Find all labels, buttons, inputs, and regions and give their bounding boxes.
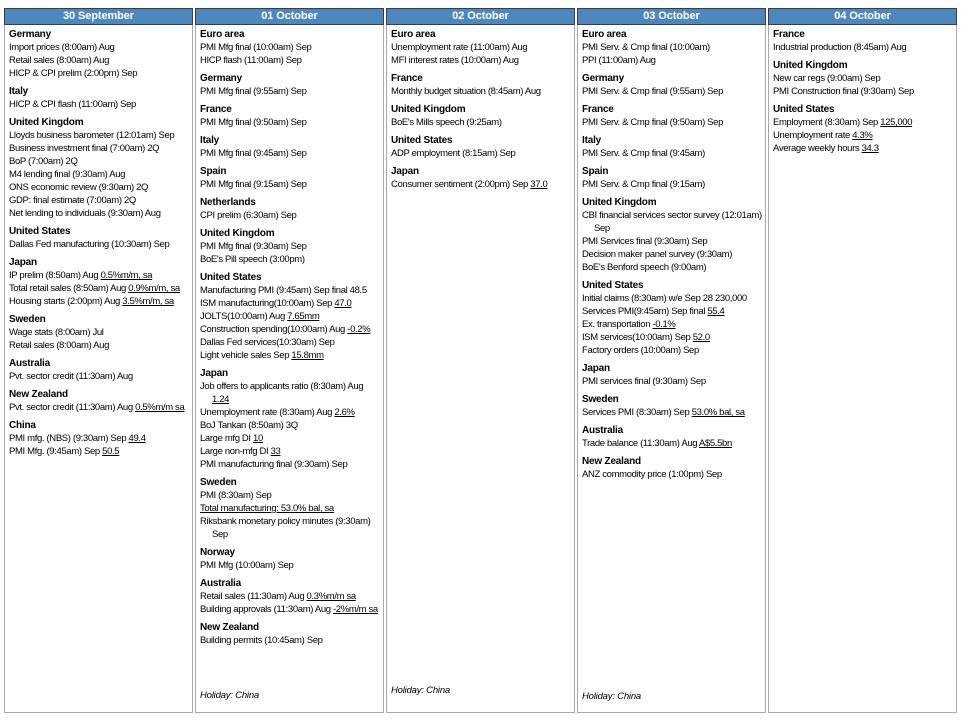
event-text: BoP (7:00am) 2Q [9, 156, 78, 167]
event-item [200, 116, 380, 129]
event-text: Monthly budget situation (8:45am) Aug [391, 86, 541, 97]
event-item [200, 297, 380, 310]
event-text: Large non-mfg DI [200, 446, 271, 457]
event-value: 3.5%m/m, sa [122, 296, 174, 307]
event-item [200, 515, 380, 541]
event-text: PMI Mfg final (9:30am) Sep [200, 241, 307, 252]
event-item [773, 41, 953, 54]
date-header: 01 October [195, 8, 384, 25]
country-section [582, 103, 762, 129]
event-text: Decision maker panel survey (9:30am) [582, 249, 733, 260]
event-item [582, 85, 762, 98]
economic-calendar [4, 8, 957, 713]
country-name: China [9, 420, 36, 431]
event-item [391, 178, 571, 191]
country-name: Italy [200, 135, 220, 146]
event-value: 33 [270, 446, 281, 457]
event-value: 49.4 [128, 433, 146, 444]
event-item [200, 240, 380, 253]
event-item [200, 634, 380, 647]
country-name: Japan [582, 363, 610, 374]
event-item [582, 41, 762, 54]
event-text: Business investment final (7:00am) 2Q [9, 143, 160, 154]
event-item [582, 261, 762, 274]
event-item [391, 54, 571, 67]
date-header: 04 October [768, 8, 957, 25]
event-text: IP prelim (8:50am) Aug [9, 270, 101, 281]
event-item [773, 85, 953, 98]
event-item [773, 72, 953, 85]
event-text: Manufacturing PMI (9:45am) Sep final 48.5 [200, 285, 367, 296]
country-name: Sweden [582, 394, 619, 405]
day-column-1 [4, 8, 193, 713]
country-name: New Zealand [582, 456, 641, 467]
day-column-3 [386, 8, 575, 713]
event-text: PMI Serv. & Cmp final (9:55am) Sep [582, 86, 724, 97]
event-value: A$5.5bn [698, 438, 732, 449]
country-section [391, 72, 571, 98]
country-name: France [391, 73, 423, 84]
event-item [200, 432, 380, 445]
event-text: JOLTS(10:00am) Aug [200, 311, 288, 322]
event-item [582, 468, 762, 481]
country-section [200, 271, 380, 362]
event-item [200, 502, 380, 515]
event-item [200, 349, 380, 362]
event-text: PPI (11:00am) Aug [582, 55, 656, 66]
event-text: Ex. transportation [582, 319, 653, 330]
country-name: Sweden [200, 477, 237, 488]
event-value: 10 [253, 433, 263, 444]
event-text: ADP employment (8:15am) Sep [391, 148, 516, 159]
date-header: 02 October [386, 8, 575, 25]
event-text: Building approvals (11:30am) Aug [200, 604, 333, 615]
country-name: United States [391, 135, 453, 146]
event-text: Services PMI(9:45am) Sep final [582, 306, 708, 317]
country-name: New Zealand [9, 389, 68, 400]
event-value: 55.4 [707, 306, 725, 317]
event-text: Pvt. sector credit (11:30am) Aug [9, 402, 136, 413]
event-text: Average weekly hours [773, 143, 862, 154]
event-value: 47.0 [334, 298, 352, 309]
country-section [200, 476, 380, 541]
country-section [582, 28, 762, 67]
event-text: New car regs (9:00am) Sep [773, 73, 881, 84]
event-text: PMI Mfg final (9:50am) Sep [200, 117, 307, 128]
country-name: Euro area [200, 29, 245, 40]
day-column-2 [195, 8, 384, 713]
event-text: Industrial production (8:45am) Aug [773, 42, 907, 53]
event-text: PMI Construction final (9:30am) Sep [773, 86, 914, 97]
event-value: 15.8mm [291, 350, 324, 361]
event-text: Building permits (10:45am) Sep [200, 635, 323, 646]
event-text: PMI Mfg. (9:45am) Sep [9, 446, 103, 457]
day-cell [768, 25, 957, 713]
event-item [391, 85, 571, 98]
event-value: 125,000 [880, 117, 913, 128]
country-section [773, 59, 953, 98]
event-text: Import prices (8:00am) Aug [9, 42, 115, 53]
country-section [773, 103, 953, 155]
country-section [9, 419, 189, 458]
country-section [9, 388, 189, 414]
event-text: Net lending to individuals (9:30am) Aug [9, 208, 161, 219]
country-section [9, 116, 189, 220]
country-name: Euro area [391, 29, 436, 40]
day-cell [4, 25, 193, 713]
event-item [582, 331, 762, 344]
event-item [9, 432, 189, 445]
country-section [200, 367, 380, 471]
holiday-note: Holiday: China [582, 691, 641, 702]
event-item [9, 370, 189, 383]
country-section [582, 165, 762, 191]
country-section [582, 196, 762, 274]
event-text: PMI Mfg final (9:15am) Sep [200, 179, 307, 190]
country-name: Sweden [9, 314, 46, 325]
country-section [582, 362, 762, 388]
country-name: New Zealand [200, 622, 259, 633]
day-cell [577, 25, 766, 713]
country-section [200, 72, 380, 98]
event-text: Unemployment rate (11:00am) Aug [391, 42, 528, 53]
country-name: United States [9, 226, 71, 237]
country-name: United States [773, 104, 835, 115]
event-value: 7.65mm [287, 311, 320, 322]
event-item [582, 305, 762, 318]
country-section [582, 455, 762, 481]
event-item [582, 406, 762, 419]
event-item [391, 116, 571, 129]
date-header: 03 October [577, 8, 766, 25]
event-item [200, 590, 380, 603]
event-value: 53.0% bal, sa [691, 407, 745, 418]
event-item [773, 129, 953, 142]
event-item [9, 98, 189, 111]
country-name: Japan [9, 257, 37, 268]
country-section [391, 134, 571, 160]
event-text: PMI Serv. & Cmp final (9:50am) Sep [582, 117, 724, 128]
event-text: ONS economic review (9:30am) 2Q [9, 182, 149, 193]
country-section [200, 577, 380, 616]
event-text: PMI Services final (9:30am) Sep [582, 236, 708, 247]
event-item [200, 147, 380, 160]
event-text: M4 lending final (9:30am) Aug [9, 169, 126, 180]
country-section [9, 256, 189, 308]
event-text: HICP flash (11:00am) Sep [200, 55, 302, 66]
event-item [200, 406, 380, 419]
country-name: Germany [582, 73, 624, 84]
country-name: France [200, 104, 232, 115]
event-text: Trade balance (11:30am) Aug [582, 438, 699, 449]
event-item [582, 437, 762, 450]
country-name: Germany [200, 73, 242, 84]
event-text: GDP: final estimate (7:00am) 2Q [9, 195, 136, 206]
event-text: Job offers to applicants ratio (8:30am) Aug [200, 381, 364, 392]
country-section [9, 225, 189, 251]
event-text: PMI (8:30am) Sep [200, 490, 272, 501]
event-text: Unemployment rate [773, 130, 853, 141]
event-item [9, 326, 189, 339]
event-text: Total retail sales (8:50am) Aug [9, 283, 129, 294]
event-text: BoE's Pill speech (3:00pm) [200, 254, 305, 265]
event-text: Wage stats (8:00am) Jul [9, 327, 104, 338]
event-text: Pvt. sector credit (11:30am) Aug [9, 371, 133, 382]
country-name: Japan [200, 368, 228, 379]
country-name: Australia [200, 578, 241, 589]
country-section [200, 103, 380, 129]
country-section [200, 134, 380, 160]
event-item [9, 181, 189, 194]
event-item [9, 238, 189, 251]
event-text: Factory orders (10:00am) Sep [582, 345, 699, 356]
event-text: HICP & CPI flash (11:00am) Sep [9, 99, 136, 110]
country-name: Japan [391, 166, 419, 177]
country-section [9, 313, 189, 352]
day-column-5 [768, 8, 957, 713]
event-text: Services PMI (8:30am) Sep [582, 407, 692, 418]
event-text: PMI Serv. & Cmp final (9:45am) [582, 148, 705, 159]
event-text: MFI interest rates (10:00am) Aug [391, 55, 519, 66]
event-item [200, 489, 380, 502]
country-section [582, 424, 762, 450]
country-name: Norway [200, 547, 235, 558]
country-name: United Kingdom [582, 197, 657, 208]
event-value: 2.6% [334, 407, 355, 418]
event-value: 37.0 [530, 179, 548, 190]
event-item [200, 310, 380, 323]
event-item [200, 603, 380, 616]
event-text: Construction spending(10:00am) Aug [200, 324, 348, 335]
event-item [9, 339, 189, 352]
country-section [9, 357, 189, 383]
event-item [200, 336, 380, 349]
country-name: Netherlands [200, 197, 256, 208]
event-item [200, 85, 380, 98]
event-text: Consumer sentiment (2:00pm) Sep [391, 179, 531, 190]
country-name: Australia [582, 425, 623, 436]
country-section [200, 196, 380, 222]
event-item [200, 284, 380, 297]
event-item [582, 178, 762, 191]
event-item [582, 344, 762, 357]
event-item [9, 41, 189, 54]
country-name: Spain [582, 166, 609, 177]
event-item [582, 248, 762, 261]
event-text: Housing starts (2:00pm) Aug [9, 296, 123, 307]
event-item [9, 269, 189, 282]
event-item [9, 445, 189, 458]
event-text: BoE's Mills speech (9:25am) [391, 117, 502, 128]
country-section [391, 165, 571, 191]
country-name: France [582, 104, 614, 115]
event-text: Light vehicle sales Sep [200, 350, 292, 361]
event-item [582, 235, 762, 248]
event-item [200, 41, 380, 54]
event-text: Employment (8:30am) Sep [773, 117, 881, 128]
country-section [773, 28, 953, 54]
event-value: 4.3% [852, 130, 873, 141]
country-name: United States [582, 280, 644, 291]
event-item [200, 253, 380, 266]
event-item [773, 142, 953, 155]
country-section [200, 227, 380, 266]
event-text: PMI Serv. & Cmp final (10:00am) [582, 42, 710, 53]
event-item [582, 116, 762, 129]
event-text: Unemployment rate (8:30am) Aug [200, 407, 335, 418]
event-value: 0.5%m/m, sa [100, 270, 153, 281]
event-value: 52.0 [692, 332, 710, 343]
event-item [9, 168, 189, 181]
country-section [391, 28, 571, 67]
event-item [9, 295, 189, 308]
country-name: United Kingdom [773, 60, 848, 71]
event-item [582, 209, 762, 235]
event-value: 50.5 [102, 446, 120, 457]
event-item [200, 419, 380, 432]
event-item [200, 445, 380, 458]
event-item [582, 318, 762, 331]
event-item [391, 147, 571, 160]
event-item [9, 155, 189, 168]
country-name: Germany [9, 29, 51, 40]
country-section [582, 134, 762, 160]
event-item [200, 458, 380, 471]
event-text: Large mfg DI [200, 433, 254, 444]
country-section [200, 28, 380, 67]
event-text: Riksbank monetary policy minutes (9:30am) Sep [200, 516, 371, 540]
event-value: 0.3%m/m sa [306, 591, 356, 602]
event-item [200, 380, 380, 406]
event-item [200, 209, 380, 222]
country-name: United Kingdom [200, 228, 275, 239]
event-item [582, 292, 762, 305]
event-text: PMI Mfg (10:00am) Sep [200, 560, 294, 571]
event-text: Retail sales (11:30am) Aug [200, 591, 307, 602]
country-section [200, 621, 380, 647]
event-item [9, 194, 189, 207]
holiday-note: Holiday: China [200, 690, 259, 701]
event-text: Dallas Fed services(10:30am) Sep [200, 337, 335, 348]
country-name: United States [200, 272, 262, 283]
event-text: HICP & CPI prelim (2:00pm) Sep [9, 68, 138, 79]
event-value: -0.1% [652, 319, 676, 330]
event-value: 34.3 [861, 143, 879, 154]
event-text: CPI prelim (6:30am) Sep [200, 210, 297, 221]
event-value: Total manufacturing: 53.0% bal, sa [200, 503, 334, 514]
country-name: Australia [9, 358, 50, 369]
event-text: Retail sales (8:00am) Aug [9, 55, 110, 66]
event-item [9, 129, 189, 142]
country-name: Spain [200, 166, 227, 177]
country-section [200, 165, 380, 191]
event-item [773, 116, 953, 129]
date-header: 30 September [4, 8, 193, 25]
event-value: 0.5%m/m sa [135, 402, 185, 413]
holiday-note: Holiday: China [391, 685, 450, 696]
event-text: PMI Serv. & Cmp final (9:15am) [582, 179, 705, 190]
country-name: Italy [582, 135, 602, 146]
event-item [9, 54, 189, 67]
event-text: BoE's Benford speech (9:00am) [582, 262, 707, 273]
event-text: PMI mfg. (NBS) (9:30am) Sep [9, 433, 129, 444]
country-name: United Kingdom [391, 104, 466, 115]
event-text: PMI Mfg final (9:45am) Sep [200, 148, 307, 159]
event-item [200, 323, 380, 336]
event-item [9, 142, 189, 155]
event-item [200, 178, 380, 191]
country-name: France [773, 29, 805, 40]
day-cell [386, 25, 575, 713]
country-name: Italy [9, 86, 29, 97]
country-section [582, 393, 762, 419]
event-item [9, 67, 189, 80]
event-item [582, 375, 762, 388]
country-name: Euro area [582, 29, 627, 40]
country-name: United Kingdom [9, 117, 84, 128]
event-item [9, 207, 189, 220]
event-item [582, 54, 762, 67]
event-text: Initial claims (8:30am) w/e Sep 28 230,000 [582, 293, 747, 304]
event-text: ANZ commodity price (1:00pm) Sep [582, 469, 722, 480]
event-text: PMI Mfg final (10:00am) Sep [200, 42, 312, 53]
event-text: PMI Mfg final (9:55am) Sep [200, 86, 307, 97]
event-text: ISM services(10:00am) Sep [582, 332, 693, 343]
event-text: PMI services final (9:30am) Sep [582, 376, 706, 387]
event-item [200, 54, 380, 67]
day-column-4 [577, 8, 766, 713]
event-text: Dallas Fed manufacturing (10:30am) Sep [9, 239, 170, 250]
event-text: ISM manufacturing(10:00am) Sep [200, 298, 335, 309]
event-item [200, 559, 380, 572]
event-text: Retail sales (8:00am) Aug [9, 340, 110, 351]
country-section [200, 546, 380, 572]
country-section [9, 85, 189, 111]
event-item [9, 282, 189, 295]
event-value: 1.24 [212, 394, 230, 405]
event-text: Lloyds business barometer (12:01am) Sep [9, 130, 175, 141]
country-section [391, 103, 571, 129]
country-section [582, 72, 762, 98]
event-item [9, 401, 189, 414]
event-text: CBI financial services sector survey (12:01am) Sep [582, 210, 762, 234]
country-section [582, 279, 762, 357]
event-text: BoJ Tankan (8:50am) 3Q [200, 420, 298, 431]
event-value: -2%m/m sa [332, 604, 378, 615]
event-item [582, 147, 762, 160]
event-item [391, 41, 571, 54]
event-value: 0.9%m/m, sa [128, 283, 180, 294]
country-section [9, 28, 189, 80]
day-cell [195, 25, 384, 713]
event-text: PMI manufacturing final (9:30am) Sep [200, 459, 348, 470]
event-value: -0.2% [347, 324, 371, 335]
